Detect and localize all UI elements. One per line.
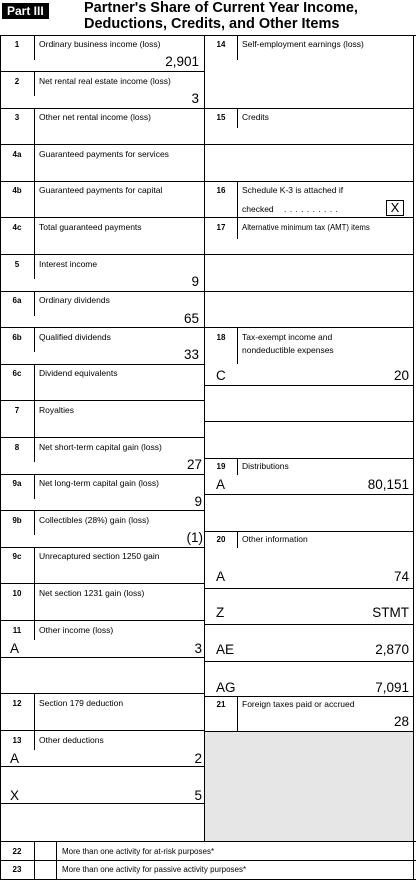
grid-line [0, 860, 416, 861]
line-value[interactable]: 5 [194, 788, 202, 803]
line-number: 6a [12, 296, 22, 305]
line-code[interactable]: A [10, 751, 20, 766]
line-label: Schedule K-3 is attached if [242, 185, 344, 195]
line-number: 23 [12, 865, 22, 874]
line-label: Net long-term capital gain (loss) [39, 478, 159, 488]
line-number: 10 [12, 589, 22, 598]
grid-line [204, 421, 414, 422]
grid-line [0, 35, 416, 36]
line-number: 6b [12, 333, 22, 342]
line-label: Credits [242, 112, 269, 122]
grid-line [0, 657, 204, 658]
grid-line [204, 254, 414, 255]
line-value[interactable]: 74 [393, 569, 409, 584]
line-code[interactable]: X [10, 788, 20, 803]
line-label: Other income (loss) [39, 625, 114, 635]
line-code[interactable]: A [10, 641, 20, 656]
grid-line [34, 217, 35, 254]
grid-line [34, 108, 35, 144]
line-label: Other information [242, 534, 308, 544]
line-number: 4c [12, 223, 22, 232]
grid-line [0, 291, 204, 292]
grid-line [34, 841, 35, 879]
grid-line [0, 510, 204, 511]
line-label: More than one activity for at-risk purposes* [62, 847, 215, 856]
leader-dots: . . . . . . . . . . [284, 204, 339, 214]
line-label: Foreign taxes paid or accrued [242, 699, 355, 709]
grid-line [0, 71, 204, 72]
line-number: 19 [216, 462, 226, 471]
line-label: Guaranteed payments for capital [39, 185, 163, 195]
shaded-area [205, 731, 414, 841]
line-number: 4a [12, 150, 22, 159]
grid-line [0, 730, 204, 731]
form-title [84, 0, 414, 32]
grid-line [0, 327, 204, 328]
grid-line [0, 217, 204, 218]
line-label: Dividend equivalents [39, 368, 118, 378]
line-code[interactable]: C [216, 368, 226, 383]
grid-line [34, 35, 35, 60]
line-number: 21 [216, 700, 226, 709]
grid-line [34, 474, 35, 499]
line-number: 5 [14, 260, 20, 269]
grid-line [204, 291, 414, 292]
line-code[interactable]: A [216, 477, 226, 492]
grid-line [0, 400, 204, 401]
line-label: Guaranteed payments for services [39, 149, 169, 159]
line-number: 7 [14, 406, 20, 415]
line-number: 16 [216, 186, 226, 195]
line-value[interactable]: 2 [194, 751, 202, 766]
line-value[interactable]: 27 [186, 457, 202, 472]
grid-line [0, 254, 204, 255]
line-label: Ordinary dividends [39, 295, 110, 305]
grid-line [204, 385, 414, 386]
line-number: 20 [216, 535, 226, 544]
grid-line [0, 693, 204, 694]
title-line-1: Partner's Share of Current Year Income, [84, 0, 358, 16]
line-value[interactable]: 2,870 [375, 642, 409, 657]
line-number: 22 [12, 847, 22, 856]
line-number: 14 [216, 40, 226, 49]
grid-line [0, 803, 204, 804]
grid-line [0, 364, 204, 365]
part-label: Part III [2, 3, 49, 19]
grid-line [34, 547, 35, 583]
grid-line [204, 531, 414, 532]
line-value[interactable]: 65 [183, 311, 199, 326]
line-number: 11 [12, 626, 22, 635]
grid-line [0, 841, 416, 842]
line-number: 9a [12, 479, 22, 488]
line-label: Net rental real estate income (loss) [39, 76, 171, 86]
grid-line [204, 731, 414, 732]
line-label: Self-employment earnings (loss) [242, 39, 364, 49]
line-value[interactable]: 3 [194, 641, 202, 656]
line-label: Section 179 deduction [39, 698, 124, 708]
grid-line [204, 458, 414, 459]
line-label: Alternative minimum tax (AMT) items [242, 223, 370, 232]
line-label: Collectibles (28%) gain (loss) [39, 515, 150, 525]
grid-line [34, 620, 35, 640]
line-label: Unrecaptured section 1250 gain [39, 551, 160, 561]
line-label: Ordinary business income (loss) [39, 39, 161, 49]
grid-line [34, 693, 35, 730]
grid-line [34, 583, 35, 620]
line-number: 6c [12, 369, 22, 378]
grid-line [34, 181, 35, 217]
grid-line [0, 35, 1, 880]
line-value[interactable]: 7,091 [375, 680, 409, 695]
title-line-2: Deductions, Credits, and Other Items [84, 16, 340, 32]
line-label: nondeductible expenses [242, 345, 334, 355]
line-value[interactable]: 28 [393, 714, 409, 729]
grid-line [204, 588, 414, 589]
line-value[interactable]: 2,901 [165, 54, 199, 69]
grid-line [0, 766, 204, 767]
line-number: 3 [14, 113, 20, 122]
line-value[interactable]: 20 [393, 368, 409, 383]
line-number: 17 [216, 223, 226, 232]
line-value[interactable]: (1) [186, 530, 203, 545]
line-number: 8 [14, 443, 20, 452]
line-number: 12 [12, 699, 22, 708]
line-label: Net section 1231 gain (loss) [39, 588, 145, 598]
grid-line [0, 620, 204, 621]
grid-line [34, 144, 35, 181]
grid-line [204, 494, 414, 495]
grid-line [0, 437, 204, 438]
line-code[interactable]: AE [216, 642, 235, 657]
line-code[interactable]: Z [216, 605, 225, 620]
line-value[interactable]: 3 [191, 91, 199, 106]
line-value[interactable]: 9 [194, 494, 202, 509]
line-label: Royalties [39, 405, 74, 415]
line-label: Distributions [242, 461, 289, 471]
line-label: Other net rental income (loss) [39, 112, 151, 122]
line-number: 9c [12, 552, 22, 561]
grid-line [34, 254, 35, 279]
grid-line [204, 624, 414, 625]
grid-line [34, 364, 35, 400]
grid-line [204, 108, 414, 109]
line-number: 13 [12, 736, 22, 745]
grid-line [0, 144, 204, 145]
line-label: Qualified dividends [39, 332, 111, 342]
line-number: 4b [12, 186, 22, 195]
grid-line [0, 583, 204, 584]
line-number: 18 [216, 333, 226, 342]
grid-line [34, 291, 35, 316]
line-code[interactable]: AG [216, 680, 236, 695]
grid-line [34, 730, 35, 750]
grid-line [204, 217, 414, 218]
grid-line [204, 327, 414, 328]
line-number: 1 [14, 40, 20, 49]
grid-line [204, 35, 205, 841]
line-value[interactable]: 80,151 [367, 477, 409, 492]
grid-line [56, 841, 57, 879]
line-value[interactable]: 9 [191, 274, 199, 289]
grid-line [34, 71, 35, 96]
line-value[interactable]: STMT [372, 605, 409, 620]
line-label: Other deductions [39, 735, 104, 745]
line-label: Total guaranteed payments [39, 222, 142, 232]
grid-line [34, 437, 35, 462]
grid-line [34, 327, 35, 352]
line-number: 9b [12, 516, 22, 525]
grid-line [0, 108, 204, 109]
k3-attached-checkbox[interactable]: X [386, 200, 404, 216]
grid-line [34, 510, 35, 535]
line-label: Net short-term capital gain (loss) [39, 442, 162, 452]
grid-line [204, 696, 414, 697]
line-code[interactable]: A [216, 569, 226, 584]
grid-line [204, 181, 414, 182]
line-value[interactable]: 33 [183, 347, 199, 362]
grid-line [0, 547, 204, 548]
grid-line [0, 181, 204, 182]
line-label: More than one activity for passive activity purposes* [62, 865, 247, 874]
grid-line [204, 661, 414, 662]
line-label: Interest income [39, 259, 98, 269]
line-label: checked [242, 204, 274, 214]
grid-line [34, 400, 35, 437]
line-number: 2 [14, 77, 20, 86]
line-number: 15 [216, 113, 226, 122]
grid-line [0, 474, 204, 475]
grid-line [204, 144, 414, 145]
line-label: Tax-exempt income and [242, 332, 333, 342]
